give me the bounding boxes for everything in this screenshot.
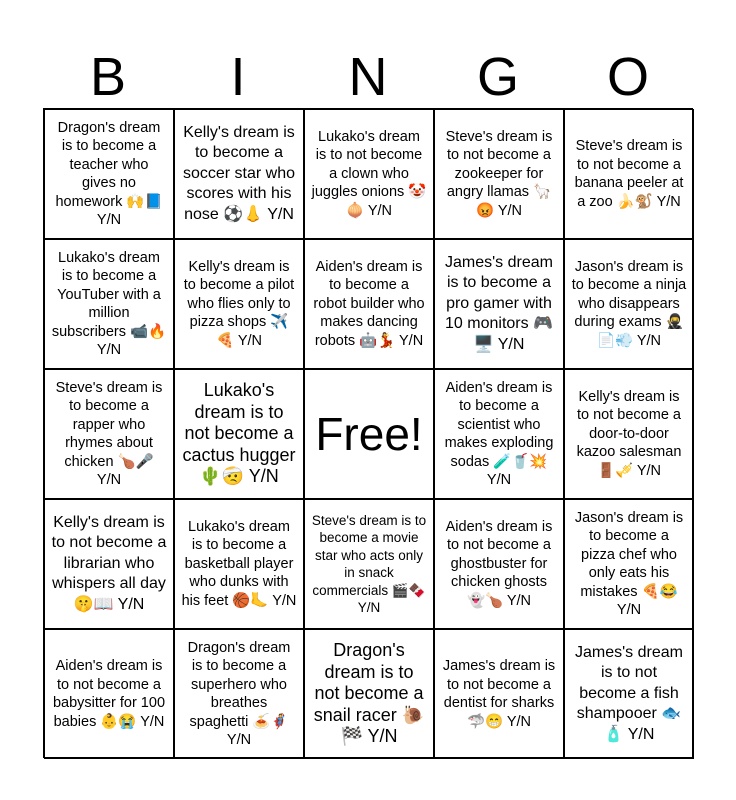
bingo-cell[interactable] (44, 629, 174, 759)
bingo-cell[interactable] (304, 109, 434, 239)
bingo-cell[interactable] (434, 239, 564, 369)
bingo-cell[interactable] (564, 499, 694, 629)
cell-text: Dragon's dream is to become a teacher who gives no homework 🙌📘 Y/N (55, 119, 163, 228)
bingo-cell[interactable] (174, 499, 304, 629)
bingo-cell[interactable] (434, 499, 564, 629)
bingo-grid (43, 108, 693, 758)
bingo-cell[interactable] (44, 499, 174, 629)
cell-text: Jason's dream is to become a ninja who disappears during exams 🥷📄💨 Y/N (571, 258, 687, 349)
bingo-cell[interactable] (174, 109, 304, 239)
cell-text: James's dream is to become a pro gamer with 10 monitors 🎮🖥️ Y/N (445, 253, 553, 353)
cell-text: James's dream is to not become a dentist for sharks 🦈😁 Y/N (442, 658, 556, 730)
cell-text: Steve's dream is to become a rapper who rhymes about chicken 🍗🎤 Y/N (55, 379, 163, 488)
cell-text: Dragon's dream is to not become a snail racer 🐌🏁 Y/N (313, 640, 425, 747)
bingo-cell[interactable] (44, 109, 174, 239)
cell-text: Aiden's dream is to become a scientist who makes exploding sodas 🧪🥤💥 Y/N (444, 379, 554, 488)
bingo-cell[interactable] (304, 499, 434, 629)
cell-text: Aiden's dream is to become a robot builder who makes dancing robots 🤖💃 Y/N (313, 258, 425, 349)
cell-text: James's dream is to not become a fish shampooer 🐟🧴 Y/N (575, 643, 683, 743)
title-letter-g: G (476, 47, 519, 107)
bingo-cell[interactable] (564, 629, 694, 759)
cell-text: Kelly's dream is to not become a librarian who whispers all day 🤫📖 Y/N (51, 513, 167, 613)
title-letter-o: O (606, 47, 649, 107)
cell-text: Kelly's dream is to not become a door-to-door kazoo salesman 🚪🎺 Y/N (576, 388, 682, 479)
cell-text: Kelly's dream is to become a soccer star who scores with his nose ⚽👃 Y/N (182, 123, 296, 223)
bingo-cell[interactable] (564, 369, 694, 499)
bingo-cell[interactable] (564, 109, 694, 239)
cell-text: Aiden's dream is to not become a babysitter for 100 babies 👶😭 Y/N (52, 658, 166, 730)
bingo-cell[interactable] (564, 239, 694, 369)
bingo-cell[interactable] (174, 629, 304, 759)
cell-text: Lukako's dream is to become a YouTuber with a million subscribers 📹🔥 Y/N (51, 249, 167, 358)
bingo-cell[interactable] (44, 239, 174, 369)
bingo-cell[interactable] (44, 369, 174, 499)
bingo-cell[interactable] (174, 369, 304, 499)
bingo-cell[interactable] (434, 369, 564, 499)
title-letter-i: I (230, 47, 246, 107)
bingo-title (43, 45, 693, 109)
bingo-cell[interactable] (434, 109, 564, 239)
bingo-cell[interactable] (174, 239, 304, 369)
cell-text: Kelly's dream is to become a pilot who flies only to pizza shops ✈️🍕 Y/N (183, 258, 295, 349)
cell-text: Aiden's dream is to not become a ghostbuster for chicken ghosts 👻🍗 Y/N (445, 518, 553, 609)
bingo-cell[interactable] (304, 239, 434, 369)
cell-text: Steve's dream is to not become a zookeeper for angry llamas 🦙😡 Y/N (445, 128, 553, 219)
cell-text: Steve's dream is to become a movie star who acts only in snack commercials 🎬🍫 Y/N (311, 512, 427, 615)
free-space-label: Free! (315, 408, 423, 460)
cell-text: Lukako's dream is to not become a cactus hugger 🌵🤕 Y/N (182, 380, 296, 487)
title-letter-b: B (89, 47, 127, 107)
bingo-cell[interactable] (434, 629, 564, 759)
cell-text: Jason's dream is to become a pizza chef who only eats his mistakes 🍕😂 Y/N (574, 509, 684, 618)
cell-text: Lukako's dream is to become a basketball player who dunks with his feet 🏀🦶 Y/N (181, 518, 297, 609)
title-letter-n: N (348, 47, 388, 107)
bingo-cell[interactable] (304, 629, 434, 759)
free-space[interactable] (304, 369, 434, 499)
cell-text: Dragon's dream is to become a superhero who breathes spaghetti 🍝🦸 Y/N (187, 639, 291, 748)
cell-text: Lukako's dream is to not become a clown who juggles onions 🤡🧅 Y/N (311, 128, 427, 219)
cell-text: Steve's dream is to not become a banana peeler at a zoo 🍌🐒 Y/N (574, 138, 684, 210)
